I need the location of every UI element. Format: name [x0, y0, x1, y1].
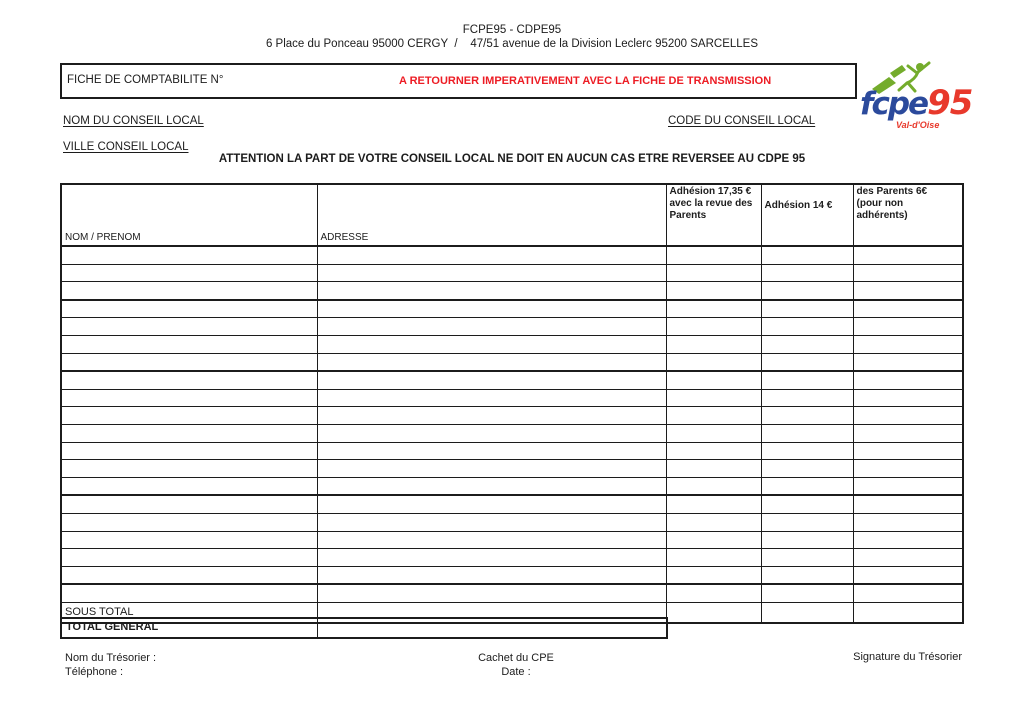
empty-cell	[761, 566, 853, 584]
empty-cell	[761, 282, 853, 300]
table-header-row	[61, 184, 963, 246]
empty-cell	[61, 549, 317, 567]
empty-cell	[61, 300, 317, 318]
empty-cell	[61, 566, 317, 584]
empty-cell	[317, 566, 666, 584]
empty-cell	[853, 353, 963, 371]
empty-cell	[317, 371, 666, 389]
empty-cell	[853, 513, 963, 531]
empty-cell	[666, 584, 761, 602]
empty-cell	[61, 282, 317, 300]
empty-cell	[761, 300, 853, 318]
empty-cell	[61, 371, 317, 389]
table-row	[61, 389, 963, 407]
table-row	[61, 495, 963, 513]
empty-cell	[853, 602, 963, 623]
empty-cell	[317, 389, 666, 407]
table-row	[61, 442, 963, 460]
empty-cell	[666, 335, 761, 353]
table-row	[61, 282, 963, 300]
table-row	[61, 549, 963, 567]
empty-cell	[61, 353, 317, 371]
table-row	[61, 513, 963, 531]
empty-cell	[666, 477, 761, 495]
empty-cell	[761, 424, 853, 442]
empty-cell	[761, 531, 853, 549]
date-label: Date :	[501, 666, 531, 678]
empty-cell	[317, 407, 666, 425]
empty-cell	[317, 495, 666, 513]
empty-cell	[761, 460, 853, 478]
empty-cell	[666, 264, 761, 282]
table-row	[61, 477, 963, 495]
empty-cell	[853, 495, 963, 513]
empty-cell	[61, 407, 317, 425]
footer-center	[430, 651, 602, 679]
header-revue-non-adherents: des Parents 6€ (pour non adhérents)	[853, 184, 963, 246]
empty-cell	[853, 531, 963, 549]
empty-cell	[317, 460, 666, 478]
empty-cell	[853, 566, 963, 584]
empty-cell	[317, 353, 666, 371]
logo-number: 95	[927, 83, 973, 123]
empty-cell	[666, 442, 761, 460]
empty-cell	[317, 477, 666, 495]
empty-cell	[761, 335, 853, 353]
document-header	[0, 23, 1024, 51]
total-general-label: TOTAL GENERAL	[62, 619, 318, 637]
empty-cell	[61, 424, 317, 442]
empty-cell	[666, 389, 761, 407]
table-row	[61, 531, 963, 549]
empty-cell	[761, 477, 853, 495]
empty-cell	[666, 460, 761, 478]
empty-cell	[317, 335, 666, 353]
empty-cell	[61, 264, 317, 282]
empty-cell	[761, 584, 853, 602]
org-address: 6 Place du Ponceau 95000 CERGY / 47/51 avenue de la Division Leclerc 95200 SARCELLES	[265, 38, 759, 50]
field-nom-conseil-local: NOM DU CONSEIL LOCAL	[63, 115, 204, 127]
empty-cell	[666, 566, 761, 584]
empty-cell	[761, 495, 853, 513]
header-nom-prenom: NOM / PRENOM	[61, 184, 317, 246]
sous-total-label: SOUS TOTAL	[61, 602, 317, 623]
header-adhesion-14: Adhésion 14 €	[761, 184, 853, 246]
members-table	[60, 183, 964, 624]
warning-text: ATTENTION LA PART DE VOTRE CONSEIL LOCAL NE DOIT EN AUCUN CAS ETRE REVERSEE AU CDPE 95	[218, 153, 806, 165]
header-adresse: ADRESSE	[317, 184, 666, 246]
field-ville-conseil-local: VILLE CONSEIL LOCAL	[63, 141, 189, 153]
empty-cell	[853, 442, 963, 460]
empty-cell	[666, 407, 761, 425]
empty-cell	[61, 513, 317, 531]
empty-cell	[853, 335, 963, 353]
empty-cell	[317, 442, 666, 460]
table-row	[61, 407, 963, 425]
empty-cell	[61, 335, 317, 353]
empty-cell	[61, 531, 317, 549]
empty-cell	[761, 264, 853, 282]
total-general-box	[60, 617, 668, 639]
empty-cell	[61, 477, 317, 495]
table-row	[61, 264, 963, 282]
empty-cell	[853, 246, 963, 264]
org-title: FCPE95 - CDPE95	[462, 24, 562, 36]
table-row	[61, 424, 963, 442]
empty-cell	[761, 389, 853, 407]
empty-cell	[61, 389, 317, 407]
table-row	[61, 460, 963, 478]
fcpe95-logo	[860, 62, 973, 140]
field-code-conseil-local: CODE DU CONSEIL LOCAL	[668, 115, 816, 127]
table-row	[61, 584, 963, 602]
empty-cell	[61, 584, 317, 602]
empty-cell	[761, 407, 853, 425]
table-row	[61, 246, 963, 264]
empty-cell	[317, 531, 666, 549]
empty-cell	[666, 602, 761, 623]
empty-cell	[853, 318, 963, 336]
empty-cell	[666, 246, 761, 264]
footer-left	[65, 651, 156, 679]
empty-cell	[61, 246, 317, 264]
fiche-number-label: FICHE DE COMPTABILITE N°	[67, 74, 224, 86]
empty-cell	[666, 300, 761, 318]
empty-cell	[761, 246, 853, 264]
empty-cell	[761, 318, 853, 336]
empty-cell	[853, 264, 963, 282]
empty-cell	[853, 407, 963, 425]
treasurer-phone-label: Téléphone :	[65, 666, 124, 678]
empty-cell	[317, 513, 666, 531]
title-box	[60, 63, 857, 99]
empty-cell	[853, 424, 963, 442]
empty-cell	[666, 549, 761, 567]
logo-region: Val-d'Oise	[896, 120, 940, 130]
empty-cell	[317, 300, 666, 318]
empty-cell	[61, 460, 317, 478]
empty-cell	[761, 371, 853, 389]
empty-cell	[666, 513, 761, 531]
empty-cell	[61, 318, 317, 336]
empty-cell	[853, 300, 963, 318]
empty-cell	[666, 531, 761, 549]
empty-cell	[317, 424, 666, 442]
table-row	[61, 300, 963, 318]
empty-cell	[317, 282, 666, 300]
empty-cell	[317, 264, 666, 282]
empty-cell	[666, 424, 761, 442]
empty-cell	[761, 442, 853, 460]
empty-cell	[666, 371, 761, 389]
empty-cell	[317, 549, 666, 567]
empty-cell	[317, 584, 666, 602]
logo-brand: fcpe	[860, 86, 928, 122]
return-notice: A RETOURNER IMPERATIVEMENT AVEC LA FICHE DE TRANSMISSION	[399, 75, 772, 87]
empty-cell	[666, 353, 761, 371]
empty-cell	[761, 353, 853, 371]
header-adhesion-revue: Adhésion 17,35 € avec la revue des Parents	[666, 184, 761, 246]
empty-cell	[761, 513, 853, 531]
empty-cell	[317, 318, 666, 336]
empty-cell	[61, 442, 317, 460]
empty-cell	[853, 477, 963, 495]
empty-cell	[853, 371, 963, 389]
empty-cell	[853, 282, 963, 300]
empty-cell	[666, 318, 761, 336]
empty-cell	[853, 549, 963, 567]
empty-cell	[853, 460, 963, 478]
table-row	[61, 335, 963, 353]
empty-cell	[666, 495, 761, 513]
table-row	[61, 371, 963, 389]
empty-cell	[853, 389, 963, 407]
empty-cell	[761, 549, 853, 567]
empty-cell	[61, 495, 317, 513]
empty-cell	[761, 602, 853, 623]
table-row	[61, 353, 963, 371]
signature-label: Signature du Trésorier	[853, 651, 962, 663]
logo-wordmark	[860, 83, 973, 123]
empty-cell	[317, 246, 666, 264]
stamp-label: Cachet du CPE	[478, 652, 554, 664]
table-row	[61, 318, 963, 336]
total-general-value	[318, 619, 666, 637]
treasurer-name-label: Nom du Trésorier :	[65, 652, 157, 664]
table-row	[61, 566, 963, 584]
empty-cell	[853, 584, 963, 602]
table-body	[61, 246, 963, 602]
empty-cell	[666, 282, 761, 300]
